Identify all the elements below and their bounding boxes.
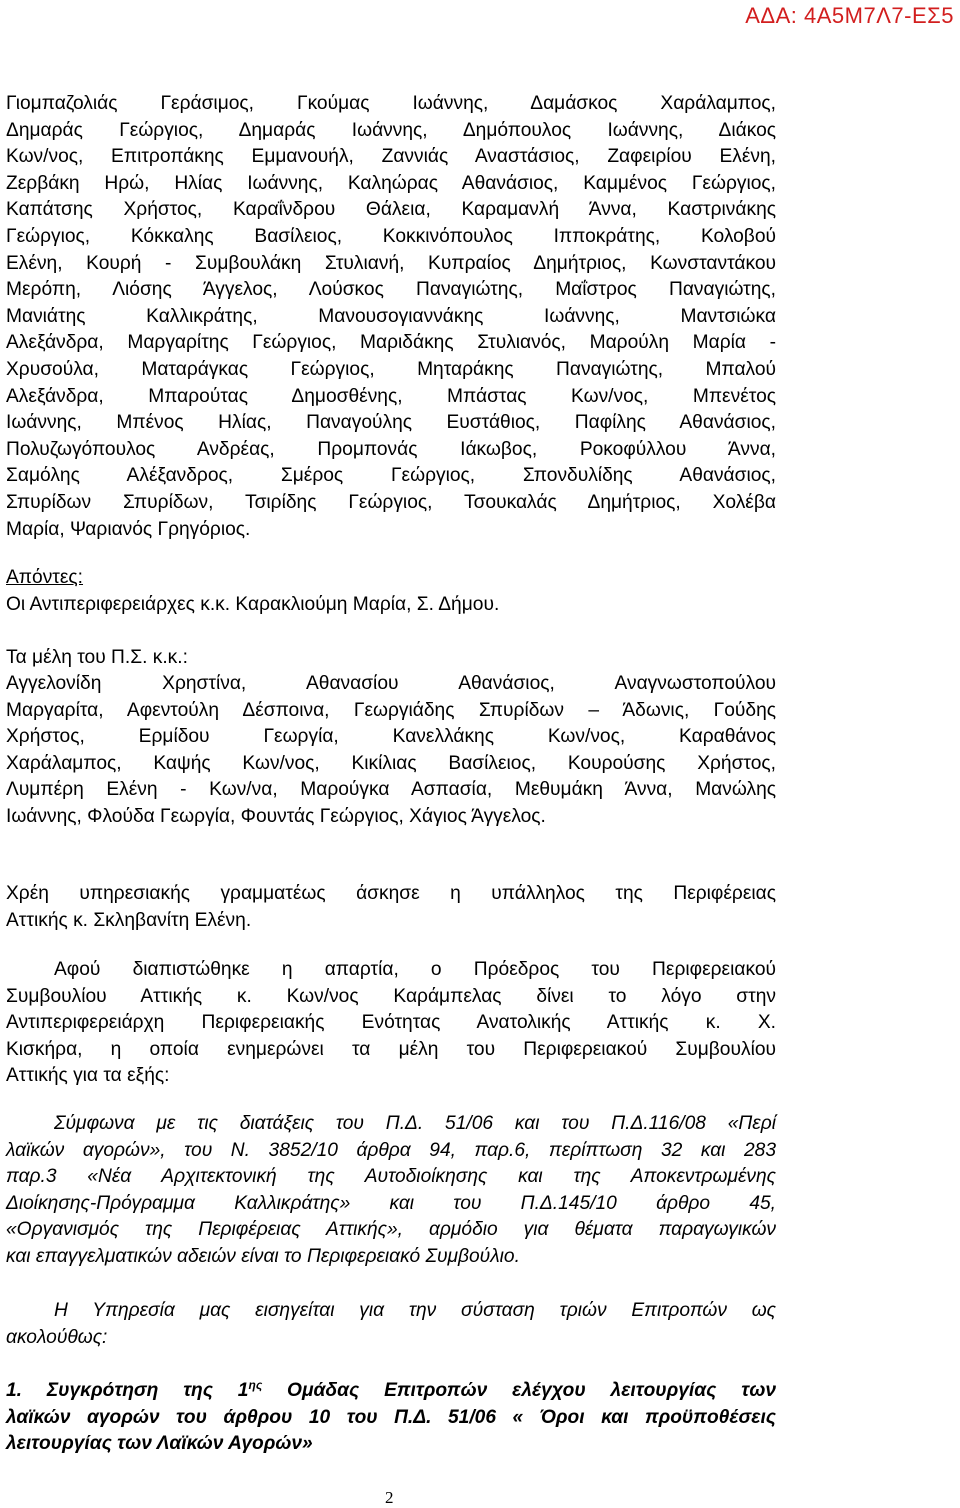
text-line: Διοίκησης-Πρόγραμμα Καλλικράτης» και του Π.Δ.145/10 άρθρο 45,	[6, 1192, 776, 1214]
text-line: Ιωάννης, Μπένος Ηλίας, Παναγούλης Ευστάθιος, Παφίλης Αθανάσιος,	[6, 412, 776, 434]
text-line: και επαγγελματικών αδειών είναι το Περιφερειακό Συμβούλιο.	[6, 1245, 520, 1267]
text-line: λαϊκών αγορών», του Ν. 3852/10 άρθρα 94, παρ.6, περίπτωση 32 και 283	[6, 1139, 776, 1161]
page-number: 2	[385, 1488, 394, 1507]
heading-line: λαϊκών αγορών του άρθρου 10 του Π.Δ. 51/06 « Όροι και προϋποθέσεις	[6, 1406, 776, 1428]
council-label: Τα μέλη του Π.Σ. κ.κ.:	[6, 647, 188, 668]
absent-label: Απόντες:	[6, 567, 84, 588]
text-line: Κων/νος, Επιτροπάκης Εμμανουήλ, Ζαννιάς Αναστάσιος, Ζαφειρίου Ελένη,	[6, 146, 776, 168]
text-line: Καπάτσης Χρήστος, Καραΐνδρου Θάλεια, Καραμανλή Άννα, Καστρινάκης	[6, 199, 776, 221]
text-line: Η Υπηρεσία μας εισηγείται για την σύσταση τριών Επιτροπών ως	[54, 1300, 776, 1321]
section-heading	[6, 1378, 776, 1458]
legal-basis-paragraph	[6, 1111, 776, 1271]
text-line: Σπυρίδων Σπυρίδων, Τσιρίδης Γεώργιος, Τσουκαλάς Δημήτριος, Χολέβα	[6, 491, 776, 513]
text-line: παρ.3 «Νέα Αρχιτεκτονική της Αυτοδιοίκησης και της Αποκεντρωμένης	[6, 1166, 776, 1188]
text-line: Δημαράς Γεώργιος, Δημαράς Ιωάννης, Δημόπουλος Ιωάννης, Διάκος	[6, 119, 776, 141]
text-line: Αττικής για τα εξής:	[6, 1065, 170, 1087]
secretary-paragraph	[6, 881, 776, 934]
text-line: Αφού διαπιστώθηκε η απαρτία, ο Πρόεδρος του Περιφερειακού	[54, 959, 776, 980]
text-line: Ιωάννης, Φλούδα Γεωργία, Φουντάς Γεώργιος, Χάγιος Άγγελος.	[6, 805, 546, 827]
absent-text: Οι Αντιπεριφερειάρχες κ.κ. Καρακλιούμη Μαρία, Σ. Δήμου.	[6, 593, 500, 615]
text-line: Αντιπεριφερειάρχη Περιφερειακής Ενότητας Ανατολικής Αττικής κ. Χ.	[6, 1012, 776, 1034]
text-line: Σαμόλης Αλέξανδρος, Σμέρος Γεώργιος, Σπονδυλίδης Αθανάσιος,	[6, 465, 776, 487]
text-line: Αγγελονίδη Χρηστίνα, Αθανασίου Αθανάσιος, Αναγνωστοπούλου	[6, 673, 776, 694]
absent-section	[6, 565, 776, 618]
text-line: Χρυσούλα, Ματαράγκας Γεώργιος, Μηταράκης Παναγιώτης, Μπαλού	[6, 358, 776, 380]
council-members-list	[6, 671, 776, 831]
text-line: Χρέη υπηρεσιακής γραμματέως άσκησε η υπάλληλος της Περιφέρειας	[6, 883, 776, 904]
present-members-list	[6, 91, 776, 543]
quorum-paragraph	[6, 957, 776, 1090]
text-line: Μαργαρίτα, Αφεντούλη Δέσποινα, Γεωργιάδης Σπυρίδων – Άδωνις, Γούδης	[6, 699, 776, 721]
text-line: Ελένη, Κουρή - Συμβουλάκη Στυλιανή, Κυπραίος Δημήτριος, Κωνσταντάκου	[6, 252, 776, 274]
heading-line	[6, 1378, 776, 1405]
heading-end: Ομάδας Επιτροπών ελέγχου λειτουργίας των	[262, 1380, 776, 1401]
text-line: Αττικής κ. Σκληβανίτη Ελένη.	[6, 909, 252, 931]
text-line: Μαρία, Ψαριανός Γρηγόριος.	[6, 518, 251, 540]
text-line: Λυμπέρη Ελένη - Κων/να, Μαρούγκα Ασπασία, Μεθυμάκη Άννα, Μανώλης	[6, 779, 776, 801]
text-line: Σύμφωνα με τις διατάξεις του Π.Δ. 51/06 και του Π.Δ.116/08 «Περί	[54, 1113, 776, 1134]
heading-line: λειτουργίας των Λαϊκών Αγορών»	[6, 1433, 313, 1455]
text-line: Αλεξάνδρα, Μπαρούτας Δημοσθένης, Μπάστας Κων/νος, Μπενέτος	[6, 385, 776, 407]
text-line: Αλεξάνδρα, Μαργαρίτης Γεώργιος, Μαριδάκης Στυλιανός, Μαρούλη Μαρία -	[6, 332, 776, 354]
text-line: Μερόπη, Λιόσης Άγγελος, Λούσκος Παναγιώτης, Μαΐστρος Παναγιώτης,	[6, 279, 776, 301]
council-members-label	[6, 645, 776, 672]
text-line: Χρήστος, Ερμίδου Γεωργία, Κανελλάκης Κων/νος, Καραθάνος	[6, 726, 776, 748]
text-line: Γιομπαζολιάς Γεράσιμος, Γκούμας Ιωάννης, Δαμάσκος Χαράλαμπος,	[6, 93, 776, 114]
text-line: Μανιάτης Καλλικράτης, Μανουσογιαννάκης Ιωάννης, Μαντσιώκα	[6, 305, 776, 327]
text-line: Πολυζωγόπουλος Ανδρέας, Προμπονάς Ιάκωβος, Ροκοφύλλου Άννα,	[6, 438, 776, 460]
heading-start: 1. Συγκρότηση της 1	[6, 1380, 249, 1401]
text-line: Χαράλαμπος, Καψής Κων/νος, Κικίλιας Βασίλειος, Κουρούσης Χρήστος,	[6, 752, 776, 774]
heading-ordinal: ης	[248, 1378, 263, 1392]
ada-code: ΑΔΑ: 4Α5Μ7Λ7-ΕΣ5	[745, 3, 954, 28]
text-line: Κισκήρα, η οποία ενημερώνει τα μέλη του Περιφερειακού Συμβουλίου	[6, 1038, 776, 1060]
text-line: ακολούθως:	[6, 1326, 108, 1348]
text-line: Γεώργιος, Κόκκαλης Βασίλειος, Κοκκινόπουλος Ιπποκράτης, Κολοβού	[6, 225, 776, 247]
text-line: Συμβουλίου Αττικής κ. Κων/νος Καράμπελας δίνει το λόγο στην	[6, 985, 776, 1007]
text-line: Ζερβάκη Ηρώ, Ηλίας Ιωάννης, Καληώρας Αθανάσιος, Καμμένος Γεώργιος,	[6, 172, 776, 194]
proposal-paragraph	[6, 1298, 776, 1351]
text-line: «Οργανισμός της Περιφέρειας Αττικής», αρμόδιο για θέματα παραγωγικών	[6, 1219, 776, 1241]
